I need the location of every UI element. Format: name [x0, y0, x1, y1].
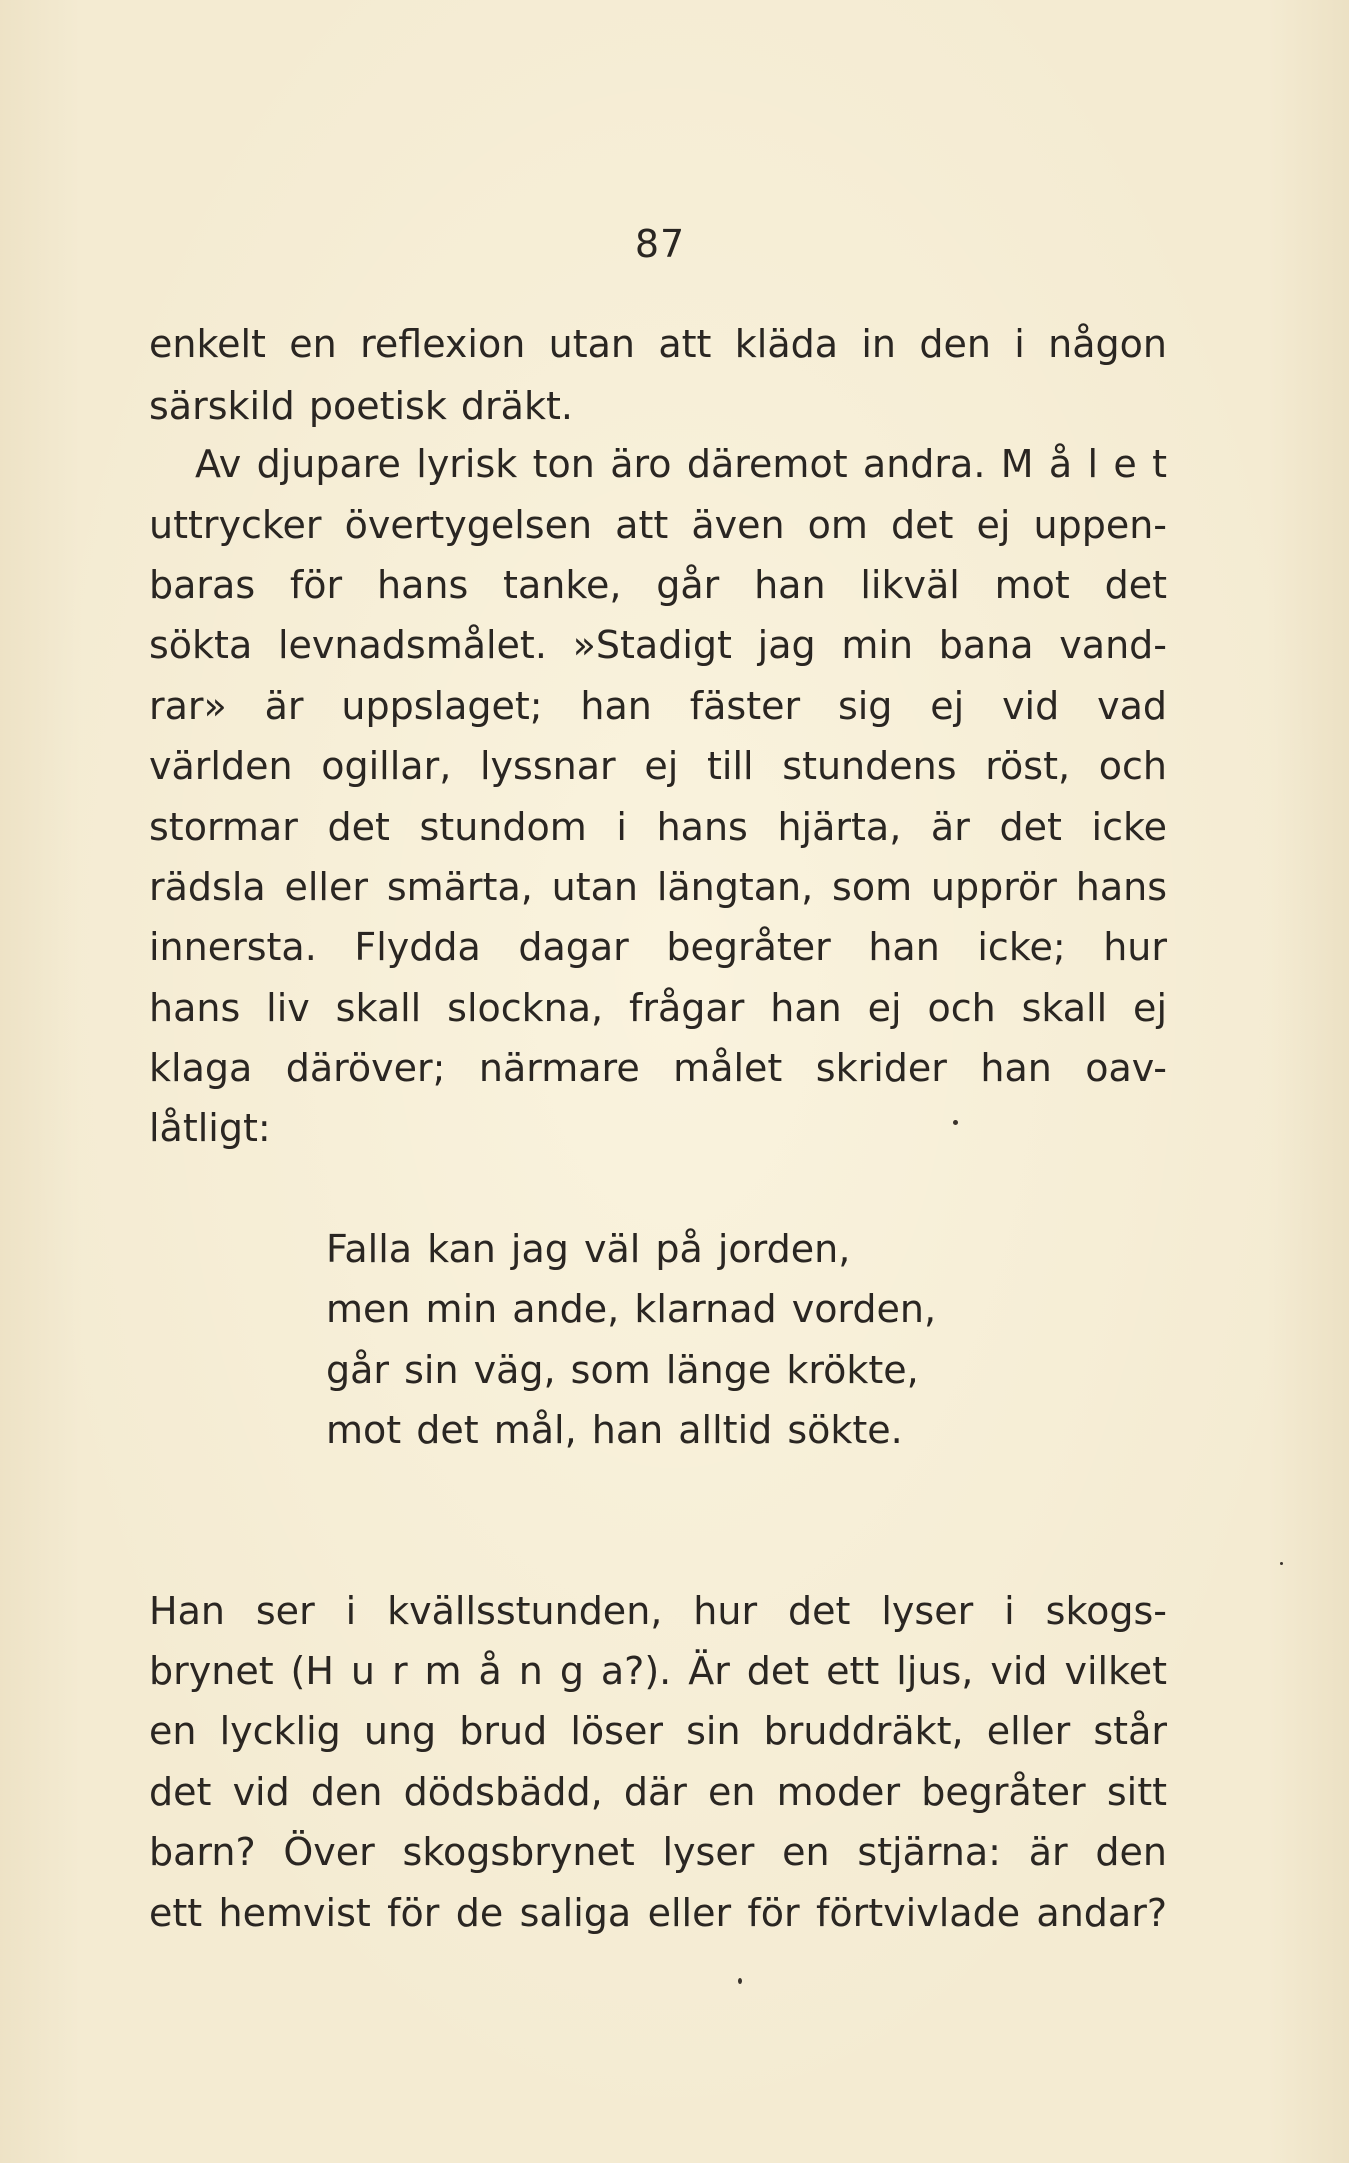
text-line: enkelt en reflexion utan att kläda in den i någon: [149, 322, 1167, 366]
text-line: baras för hans tanke, går han likväl mot det: [149, 563, 1167, 607]
text-line: en lycklig ung brud löser sin bruddräkt, eller står: [149, 1709, 1167, 1753]
text-line: stormar det stundom i hans hjärta, är det icke: [149, 805, 1167, 849]
verse-line: mot det mål, han alltid sökte.: [326, 1408, 903, 1452]
text-line: det vid den dödsbädd, där en moder begråter sitt: [149, 1770, 1167, 1814]
ink-speck: [738, 1978, 742, 1984]
text-line: hans liv skall slockna, frågar han ej och skall ej: [149, 986, 1167, 1030]
text-line: barn? Över skogsbrynet lyser en stjärna: är den: [149, 1830, 1167, 1874]
text-line: brynet (H u r m å n g a?). Är det ett ljus, vid vilket: [149, 1649, 1167, 1693]
text-line: uttrycker övertygelsen att även om det ej uppen-: [149, 503, 1167, 547]
text-line: Han ser i kvällsstunden, hur det lyser i skogs-: [149, 1589, 1167, 1633]
page-number: 87: [634, 222, 686, 266]
text-line: innersta. Flydda dagar begråter han icke; hur: [149, 925, 1167, 969]
verse-line: går sin väg, som länge krökte,: [326, 1348, 919, 1392]
text-line: sökta levnadsmålet. »Stadigt jag min bana vand-: [149, 623, 1167, 667]
text-line: särskild poetisk dräkt.: [149, 384, 573, 428]
verse-line: men min ande, klarnad vorden,: [326, 1287, 937, 1331]
text-line: världen ogillar, lyssnar ej till stundens röst, och: [149, 744, 1167, 788]
text-line: rar» är uppslaget; han fäster sig ej vid vad: [149, 684, 1167, 728]
text-line: ett hemvist för de saliga eller för förtvivlade andar?: [149, 1891, 1167, 1935]
ink-speck: [953, 1120, 958, 1125]
ink-speck: [1280, 1562, 1283, 1565]
verse-line: Falla kan jag väl på jorden,: [326, 1227, 851, 1271]
text-line: rädsla eller smärta, utan längtan, som upprör hans: [149, 865, 1167, 909]
text-line: klaga däröver; närmare målet skrider han oav-: [149, 1046, 1167, 1090]
text-line: Av djupare lyrisk ton äro däremot andra. M å l e t: [195, 442, 1167, 486]
text-line: låtligt:: [149, 1106, 271, 1150]
